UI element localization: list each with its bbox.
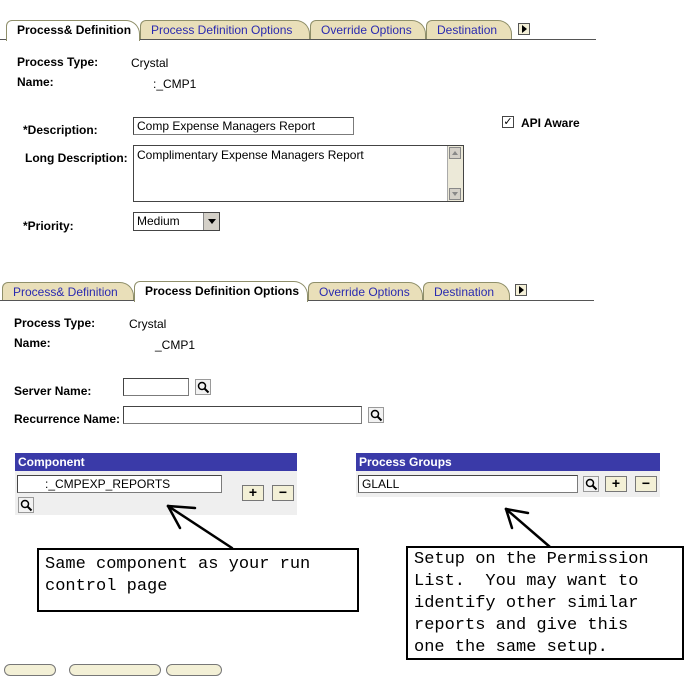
tab-destination[interactable]: Destination (423, 282, 510, 301)
process-groups-grid-header: Process Groups (356, 453, 660, 471)
arrow-to-component (168, 506, 232, 548)
component-note-callout: Same component as your run control page (37, 548, 359, 612)
name-value: :_CMP1 (153, 77, 197, 91)
tab-destination[interactable]: Destination (426, 20, 512, 39)
process-group-add-row-button[interactable]: + (605, 476, 627, 492)
process-group-field[interactable]: GLALL (358, 475, 578, 493)
arrow-to-process-groups (506, 509, 550, 547)
tab-process-definition[interactable]: Process& Definition (6, 20, 140, 41)
recurrence-name-label: Recurrence Name: (14, 412, 121, 426)
priority-value: Medium (137, 214, 180, 228)
api-aware-checkbox[interactable]: ✓ (503, 116, 513, 128)
tab-override-options[interactable]: Override Options (310, 20, 426, 39)
process-type-label: Process Type: (17, 55, 99, 69)
long-description-text: Complimentary Expense Managers Report (137, 148, 364, 162)
api-aware-label: API Aware (521, 116, 580, 130)
notify-button[interactable] (166, 664, 222, 676)
component-grid-header: Component (15, 453, 297, 471)
description-field[interactable]: Comp Expense Managers Report (133, 117, 354, 135)
tab-process-definition[interactable]: Process& Definition (2, 282, 134, 301)
tab-process-definition-options[interactable]: Process Definition Options (134, 281, 308, 302)
component-add-row-button[interactable]: + (242, 485, 264, 501)
priority-label: *Priority: (23, 219, 74, 233)
tab-process-definition-options[interactable]: Process Definition Options (140, 20, 310, 39)
process-type-label: Process Type: (14, 316, 96, 330)
component-value: :_CMPEXP_REPORTS (45, 477, 171, 491)
description-label: *Description: (23, 123, 98, 137)
save-button[interactable] (4, 664, 56, 676)
process-type-value: Crystal (131, 56, 169, 70)
server-name-label: Server Name: (14, 384, 92, 398)
permission-note-callout: Setup on the Permission List. You may want to identify other similar reports and give this one the same setup. (406, 546, 684, 660)
name-label: Name: (14, 336, 51, 350)
tab-override-options[interactable]: Override Options (308, 282, 423, 301)
name-label: Name: (17, 75, 54, 89)
process-group-delete-row-button[interactable]: − (635, 476, 657, 492)
long-description-label: Long Description: (25, 151, 128, 165)
return-to-search-button[interactable] (69, 664, 161, 676)
component-delete-row-button[interactable]: − (272, 485, 294, 501)
name-value: _CMP1 (155, 338, 196, 352)
process-type-value: Crystal (129, 317, 167, 331)
